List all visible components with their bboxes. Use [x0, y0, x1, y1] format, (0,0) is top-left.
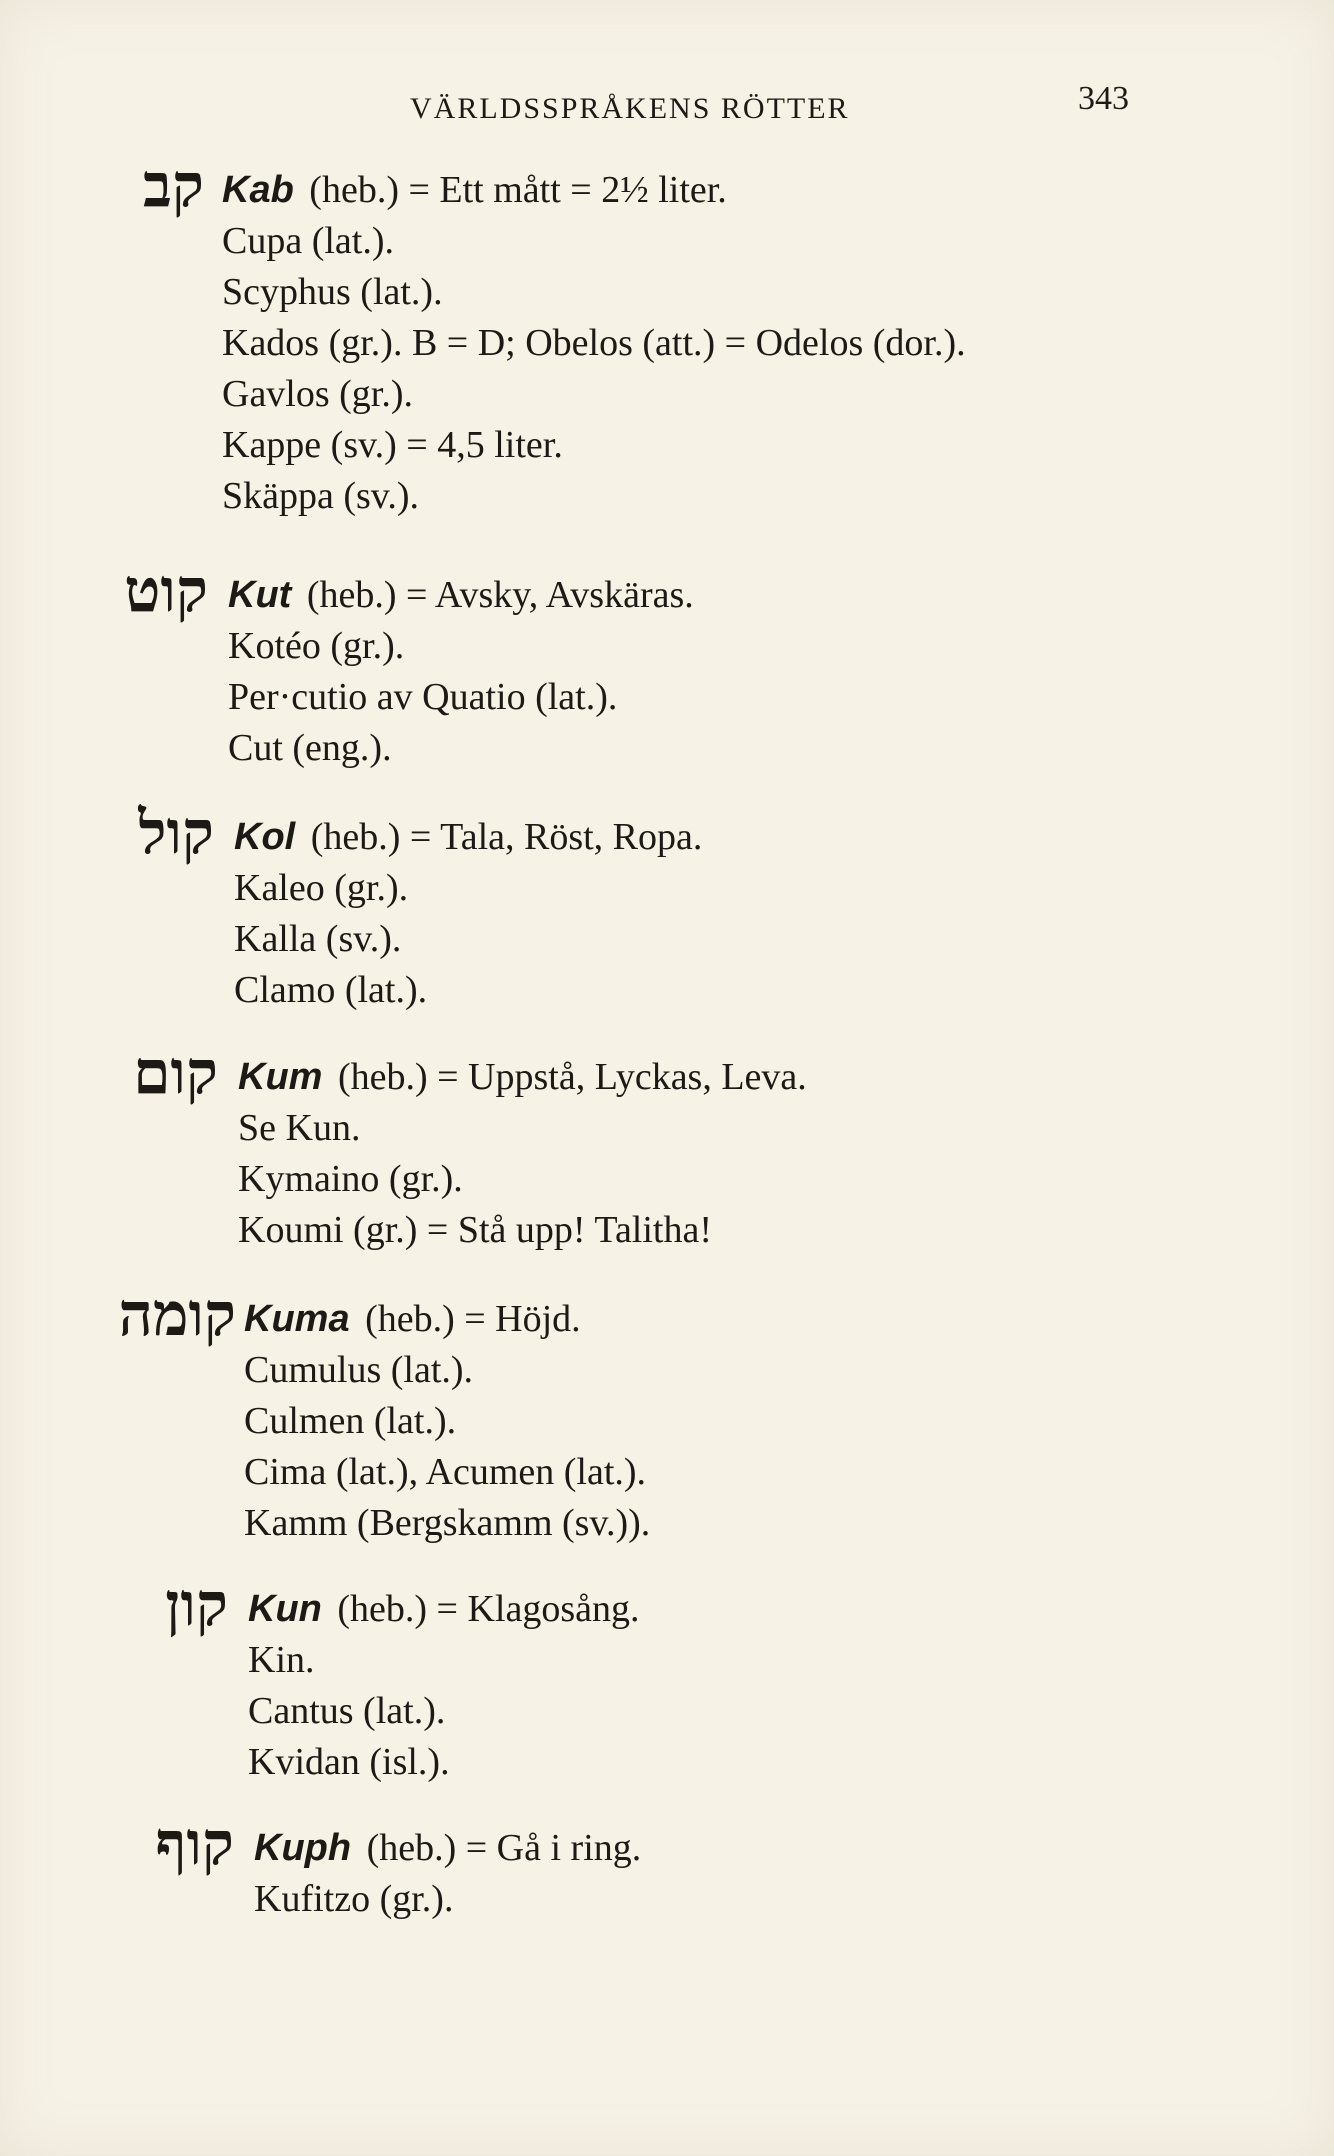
hebrew-word: קוף: [155, 1809, 234, 1879]
cognate-line: Cut (eng.).: [228, 727, 392, 769]
cognate-line: Koumi (gr.) = Stå upp! Talitha!: [238, 1209, 712, 1251]
cognate-line: Cima (lat.), Acumen (lat.).: [244, 1451, 647, 1493]
headword: Kol: [234, 816, 296, 858]
page-number: 343: [1078, 80, 1129, 117]
dictionary-entry: [118, 1280, 651, 1549]
cognate-line: Kvidan (isl.).: [248, 1741, 450, 1783]
cognate-line: Cumulus (lat.).: [244, 1349, 474, 1391]
cognate-line: Kalla (sv.).: [234, 918, 402, 960]
hebrew-word: קב: [142, 151, 204, 221]
cognate-line: Kados (gr.). B = D; Obelos (att.) = Odelos (dor.).: [222, 322, 966, 364]
cognate-line: Kappe (sv.) = 4,5 liter.: [222, 424, 563, 466]
dictionary-entry: [155, 1809, 642, 1925]
headword: Kut: [228, 574, 292, 616]
definition: (heb.) = Klagosång.: [337, 1588, 640, 1630]
headword: Kun: [248, 1588, 322, 1630]
cognate-line: Clamo (lat.).: [234, 969, 428, 1011]
definition: (heb.) = Tala, Röst, Ropa.: [310, 816, 703, 858]
cognate-line: Cantus (lat.).: [248, 1690, 446, 1732]
hebrew-word: קום: [133, 1038, 218, 1108]
dictionary-entry: [165, 1570, 640, 1788]
cognate-line: Scyphus (lat.).: [222, 271, 443, 313]
hebrew-word: קוט: [124, 556, 208, 626]
dictionary-entry: [138, 798, 703, 1016]
dictionary-entry: [133, 1038, 807, 1256]
hebrew-word: קול: [138, 798, 214, 868]
cognate-line: Kaleo (gr.).: [234, 867, 409, 909]
definition: (heb.) = Ett mått = 2½ liter.: [309, 169, 727, 211]
cognate-line: Culmen (lat.).: [244, 1400, 457, 1442]
headword: Kuma: [244, 1298, 350, 1340]
definition: (heb.) = Avsky, Avskäras.: [306, 574, 694, 616]
cognate-line: Kin.: [248, 1639, 315, 1681]
headword: Kab: [222, 169, 294, 211]
hebrew-word: קומה: [118, 1280, 236, 1350]
cognate-line: Kufitzo (gr.).: [254, 1878, 454, 1920]
dictionary-entry: [142, 151, 966, 522]
cognate-line: Kotéo (gr.).: [228, 625, 405, 667]
definition: (heb.) = Höjd.: [365, 1298, 581, 1340]
dictionary-entry: [124, 556, 694, 774]
running-head: VÄRLDSSPRÅKENS RÖTTER: [410, 92, 850, 125]
cognate-line: Cupa (lat.).: [222, 220, 395, 262]
headword: Kuph: [254, 1827, 352, 1869]
cognate-line: Per·cutio av Quatio (lat.).: [228, 676, 618, 718]
cognate-line: Skäppa (sv.).: [222, 475, 419, 517]
cognate-line: Gavlos (gr.).: [222, 373, 414, 415]
definition: (heb.) = Uppstå, Lyckas, Leva.: [337, 1056, 807, 1098]
hebrew-word: קון: [165, 1570, 228, 1640]
cognate-line: Kymaino (gr.).: [238, 1158, 463, 1200]
cognate-line: Se Kun.: [238, 1107, 361, 1149]
cognate-line: Kamm (Bergskamm (sv.)).: [244, 1502, 651, 1544]
definition: (heb.) = Gå i ring.: [366, 1827, 642, 1869]
headword: Kum: [238, 1056, 323, 1098]
